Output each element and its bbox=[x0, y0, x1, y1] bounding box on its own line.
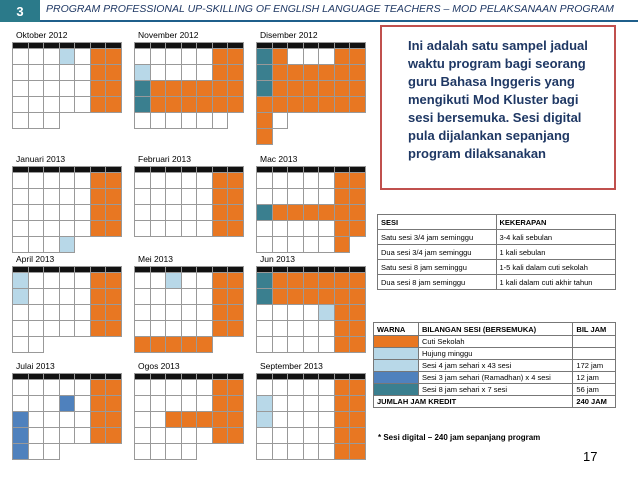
calendar-title: Jun 2013 bbox=[260, 254, 295, 264]
callout-box: Ini adalah satu sampel jadual waktu program bagi seorang guru Bahasa Inggeris yang mengikuti Mod Kluster bagi sesi bersemuka. Sesi digital pula dijalankan sepanjang program dilaksanakan bbox=[380, 25, 616, 190]
table-total-row bbox=[374, 396, 616, 408]
calendar-ogos-2013 bbox=[134, 360, 244, 460]
header-bilangan-sesi: BILANGAN SESI (BERSEMUKA) bbox=[419, 323, 573, 336]
color-swatch bbox=[374, 348, 419, 360]
total-label: JUMLAH JAM KREDIT bbox=[374, 396, 573, 408]
calendar-grid bbox=[256, 266, 366, 353]
calendar-grid bbox=[12, 42, 122, 129]
calendar-januari-2013 bbox=[12, 153, 122, 253]
calendar-title: April 2013 bbox=[16, 254, 55, 264]
calendar-julai-2013 bbox=[12, 360, 122, 460]
table-cell: 1 kali sebulan bbox=[496, 245, 616, 260]
table-header-row bbox=[374, 323, 616, 336]
calendar-grid bbox=[134, 373, 244, 460]
calendar-title: Mei 2013 bbox=[138, 254, 173, 264]
table-row bbox=[374, 348, 616, 360]
color-swatch bbox=[374, 360, 419, 372]
calendar-oktober-2012 bbox=[12, 29, 122, 129]
calendar-title: November 2012 bbox=[138, 30, 199, 40]
calendar-grid bbox=[134, 166, 244, 237]
calendar-april-2013 bbox=[12, 253, 122, 353]
calendar-november-2012 bbox=[134, 29, 244, 129]
table-cell: 1 kali dalam cuti akhir tahun bbox=[496, 275, 616, 290]
table-row bbox=[374, 384, 616, 396]
table-header-row bbox=[378, 215, 616, 230]
calendar-title: Oktober 2012 bbox=[16, 30, 68, 40]
slide-number: 3 bbox=[0, 0, 40, 22]
calendar-september-2013 bbox=[256, 360, 366, 460]
table-cell bbox=[573, 348, 616, 360]
color-swatch bbox=[374, 384, 419, 396]
calendar-grid bbox=[134, 266, 244, 353]
footnote: * Sesi digital – 240 jam sepanjang program bbox=[378, 433, 541, 442]
calendar-title: Disember 2012 bbox=[260, 30, 318, 40]
table-row bbox=[378, 260, 616, 275]
calendar-grid bbox=[134, 42, 244, 129]
calendar-title: Mac 2013 bbox=[260, 154, 298, 164]
calendar-grid bbox=[12, 166, 122, 253]
table-cell: Hujung minggu bbox=[419, 348, 573, 360]
calendar-mac-2013 bbox=[256, 153, 366, 253]
frequency-table bbox=[377, 214, 616, 290]
total-hours: 240 JAM bbox=[573, 396, 616, 408]
table-cell: 56 jam bbox=[573, 384, 616, 396]
header-warna: WARNA bbox=[374, 323, 419, 336]
header-sesi: SESI bbox=[378, 215, 497, 230]
table-cell: Sesi 4 jam sehari x 43 sesi bbox=[419, 360, 573, 372]
table-row bbox=[378, 230, 616, 245]
table-cell: Satu sesi 8 jam seminggu bbox=[378, 260, 497, 275]
calendar-grid bbox=[256, 373, 366, 460]
header-divider bbox=[40, 20, 638, 22]
page-number: 17 bbox=[583, 449, 598, 464]
table-cell: 1-5 kali dalam cuti sekolah bbox=[496, 260, 616, 275]
table-row bbox=[374, 372, 616, 384]
header-bil-jam: BIL JAM bbox=[573, 323, 616, 336]
table-cell: 3-4 kali sebulan bbox=[496, 230, 616, 245]
table-cell: Dua sesi 3/4 jam seminggu bbox=[378, 245, 497, 260]
calendar-title: September 2013 bbox=[260, 361, 323, 371]
table-row bbox=[374, 360, 616, 372]
calendar-title: Julai 2013 bbox=[16, 361, 55, 371]
header-title: PROGRAM PROFESSIONAL UP-SKILLING OF ENGLISH LANGUAGE TEACHERS – MOD PELAKSANAAN PROGRAM bbox=[46, 3, 614, 15]
table-row bbox=[378, 275, 616, 290]
table-cell: 12 jam bbox=[573, 372, 616, 384]
header-bar bbox=[0, 0, 638, 22]
calendar-februari-2013 bbox=[134, 153, 244, 237]
table-row bbox=[378, 245, 616, 260]
table-cell: 172 jam bbox=[573, 360, 616, 372]
header-kekerapan: KEKERAPAN bbox=[496, 215, 616, 230]
color-swatch bbox=[374, 372, 419, 384]
table-row bbox=[374, 336, 616, 348]
calendar-grid bbox=[256, 166, 366, 253]
table-cell: Sesi 3 jam sehari (Ramadhan) x 4 sesi bbox=[419, 372, 573, 384]
table-cell: Satu sesi 3/4 jam seminggu bbox=[378, 230, 497, 245]
legend-table bbox=[373, 322, 616, 408]
calendar-grid bbox=[256, 42, 366, 145]
color-swatch bbox=[374, 336, 419, 348]
calendar-mei-2013 bbox=[134, 253, 244, 353]
calendar-title: Ogos 2013 bbox=[138, 361, 180, 371]
calendar-title: Januari 2013 bbox=[16, 154, 66, 164]
calendar-title: Februari 2013 bbox=[138, 154, 191, 164]
calendar-jun-2013 bbox=[256, 253, 366, 353]
calendar-grid bbox=[12, 266, 122, 353]
calendar-grid bbox=[12, 373, 122, 460]
table-cell: Sesi 8 jam sehari x 7 sesi bbox=[419, 384, 573, 396]
table-cell: Dua sesi 8 jam seminggu bbox=[378, 275, 497, 290]
calendar-disember-2012 bbox=[256, 29, 366, 145]
table-cell bbox=[573, 336, 616, 348]
table-cell: Cuti Sekolah bbox=[419, 336, 573, 348]
